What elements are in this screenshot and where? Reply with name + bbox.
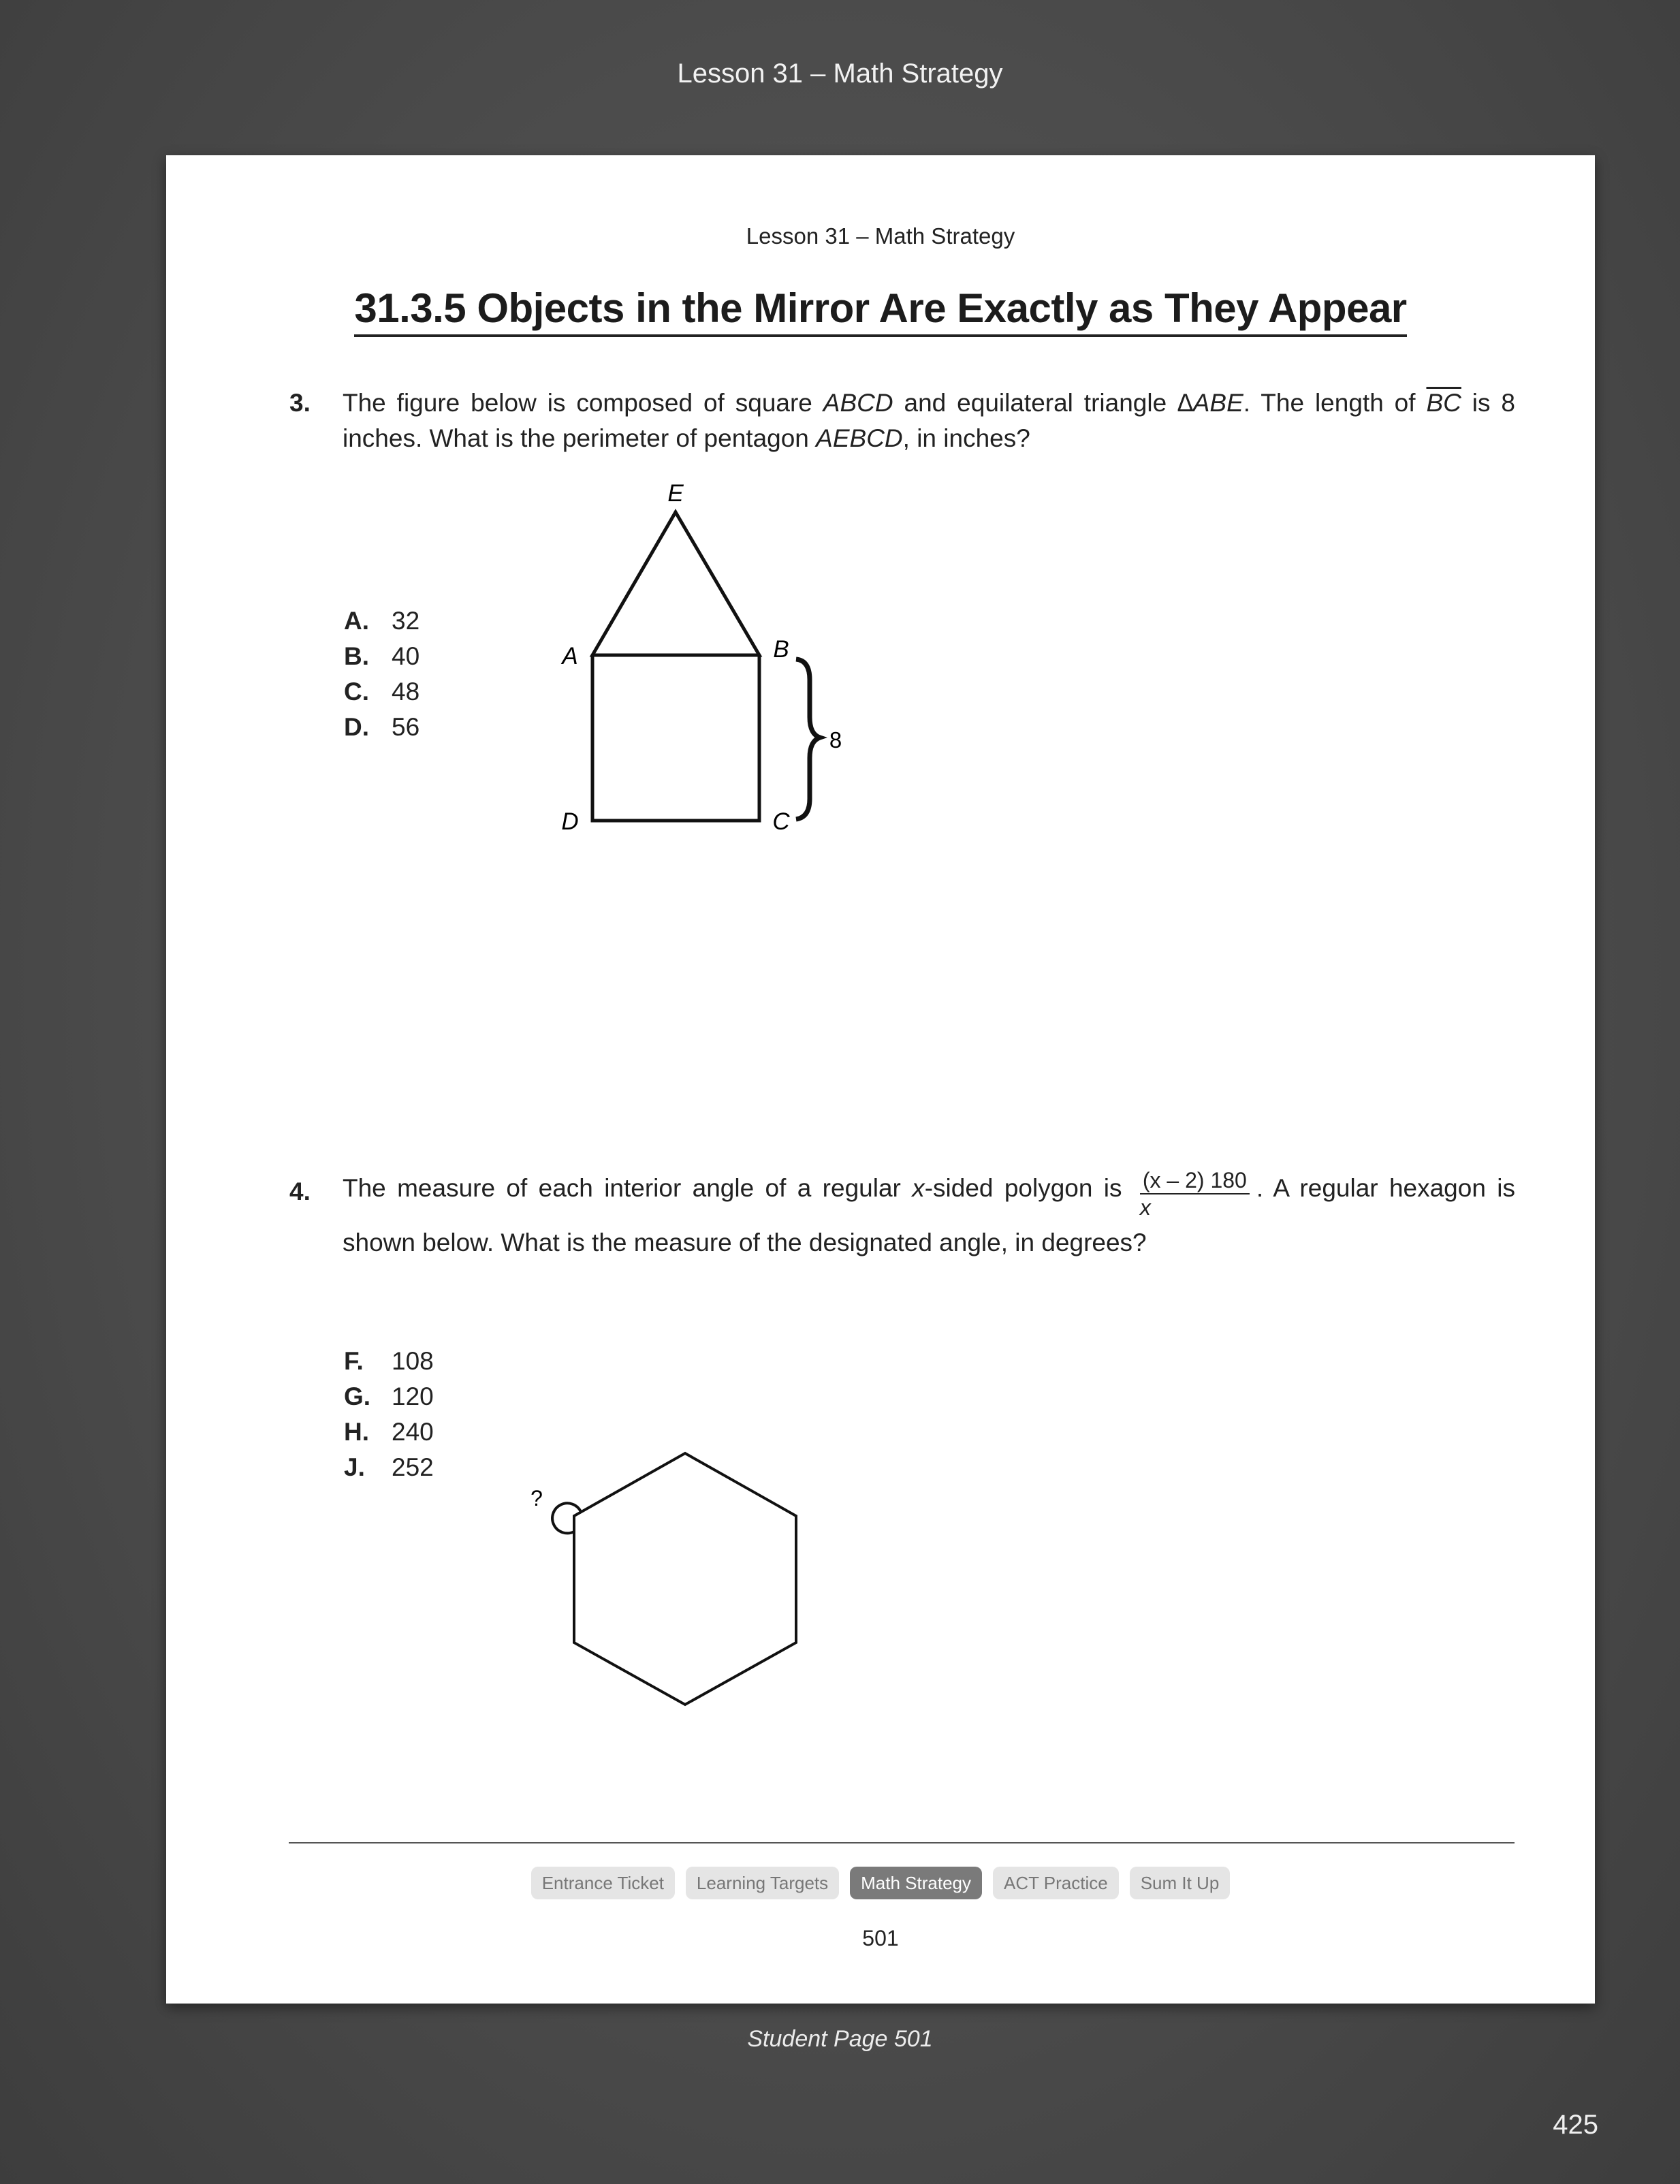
sheet-header: Lesson 31 – Math Strategy <box>746 223 1015 249</box>
choice-h[interactable]: H. 240 <box>344 1418 434 1446</box>
choice-b[interactable]: B. 40 <box>344 642 420 670</box>
vertex-e-label: E <box>667 480 684 507</box>
choice-j[interactable]: J. 252 <box>344 1453 434 1481</box>
question-4-text: The measure of each interior angle of a regular x-sided polygon is $\frac{(x - 2) 180}{x}$ . A regular hexagon is shown below. What is the measure of the designated angle, in degrees? <box>343 1168 1515 1257</box>
triangle-abe <box>592 512 759 655</box>
student-page-sheet <box>166 155 1595 2004</box>
choice-g[interactable]: G. 120 <box>344 1382 434 1410</box>
square-triangle-figure <box>166 155 1595 904</box>
question-3-number: 3. <box>289 389 311 417</box>
hexagon-figure <box>166 1245 1595 1756</box>
book-header: Lesson 31 – Math Strategy <box>677 59 1003 89</box>
choice-d[interactable]: D. 56 <box>344 713 420 741</box>
student-page-caption: Student Page 501 <box>747 2026 933 2052</box>
side-length-label: 8 <box>829 727 842 753</box>
side-brace <box>796 659 820 819</box>
choice-a[interactable]: A. 32 <box>344 607 420 635</box>
square-abcd <box>592 655 759 821</box>
angle-question-label: ? <box>530 1486 543 1510</box>
exterior-angle-arc <box>552 1503 581 1533</box>
vertex-d-label: D <box>561 808 579 835</box>
vertex-b-label: B <box>773 636 789 663</box>
question-4-number: 4. <box>289 1177 311 1205</box>
tab-sum-it-up[interactable]: Sum It Up <box>1130 1867 1231 1899</box>
choice-c[interactable]: C. 48 <box>344 678 420 706</box>
tab-entrance-ticket[interactable]: Entrance Ticket <box>531 1867 675 1899</box>
vertex-a-label: A <box>562 643 578 669</box>
footer-divider <box>289 1842 1515 1843</box>
tab-act-practice[interactable]: ACT Practice <box>993 1867 1119 1899</box>
lesson-nav-tabs <box>166 1867 1595 1899</box>
book-page-number: 425 <box>1553 2110 1598 2140</box>
choice-f[interactable]: F. 108 <box>344 1347 434 1375</box>
question-3-text: The figure below is composed of square ABCD and equilateral triangle ∆ABE. The length of $\overline{BC}$ is 8 inches. What is the perimeter of pentagon AEBCD, in inches? <box>343 389 1515 452</box>
regular-hexagon <box>574 1453 796 1705</box>
vertex-c-label: C <box>772 808 790 835</box>
tab-math-strategy[interactable]: Math Strategy <box>850 1867 982 1899</box>
tab-learning-targets[interactable]: Learning Targets <box>686 1867 839 1899</box>
interior-angle-fraction: $\frac{(x - 2) 180}{x}$ <box>1140 1167 1250 1220</box>
sheet-page-number: 501 <box>862 1926 899 1950</box>
section-title-text: 31.3.5 Objects in the Mirror Are Exactly as They Appear <box>354 285 1406 337</box>
